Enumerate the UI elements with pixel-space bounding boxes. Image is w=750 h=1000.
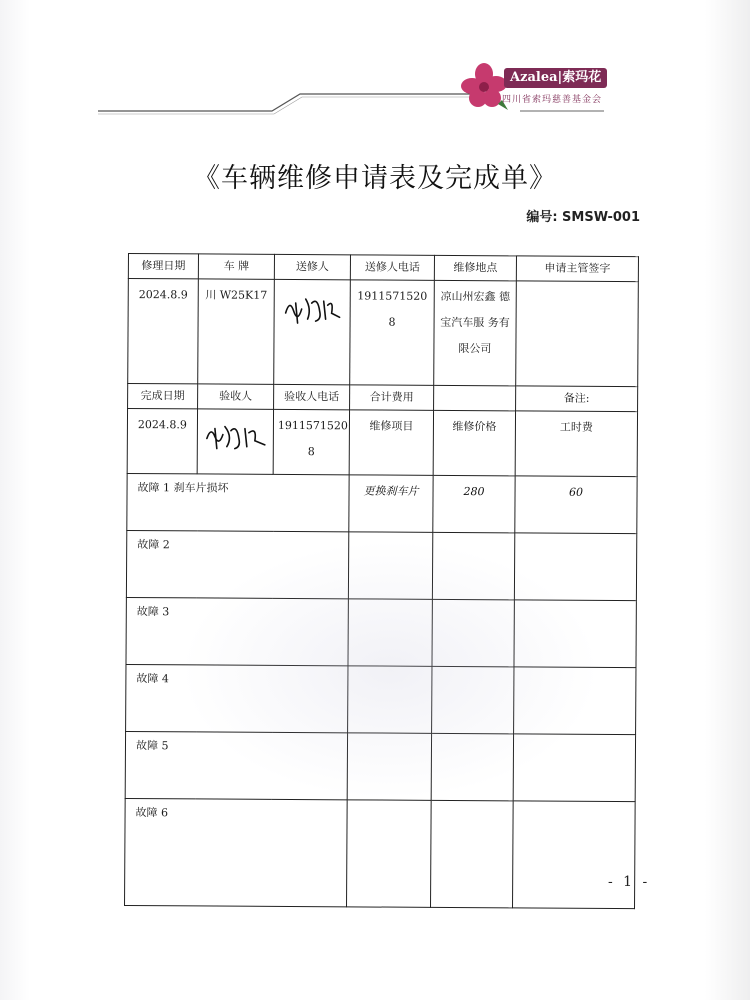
repair-date: 2024.8.9 [128,279,199,384]
fault-repair-item: 更换刹车片 [349,475,433,533]
handwritten-signature [202,418,268,454]
fault-repair-item [348,599,432,667]
header-remarks: 备注: [516,386,638,412]
plate-number: 川 W25K17 [198,279,275,384]
fault-row [125,798,636,908]
header-complete-date: 完成日期 [128,384,198,409]
repair-form-table [124,253,639,909]
data-row-mid [127,409,637,477]
fault-repair-item [347,800,432,908]
handwritten-signature [281,289,343,329]
header-row-mid [128,384,638,412]
fault-row [126,664,636,734]
fault-labor-fee [514,600,636,668]
fault-label: 故障 6 [125,798,348,906]
header-location: 维修地点 [434,255,516,281]
fault-labor-fee [514,667,636,735]
fault-labor-fee: 60 [515,476,637,534]
header-repair-date: 修理日期 [128,254,198,279]
fault-repair-item [348,666,432,734]
fault-repair-price [432,599,514,666]
fault-labor-fee [513,734,635,802]
fault-repair-price: 280 [433,475,515,532]
inspector-signature-cell [197,409,273,474]
foundation-logo [458,60,628,116]
fault-repair-item [347,733,431,801]
header-inspector-phone: 验收人电话 [274,384,350,409]
sender-signature-cell [274,279,351,384]
total-cost-value [434,385,516,411]
page-number: - 1 - [608,874,651,890]
sender-phone: 1911571520 8 [350,280,435,386]
data-row-top [128,279,639,387]
header-sender-phone: 送修人电话 [350,255,434,281]
fault-label: 故障 1 刹车片损坏 [127,473,349,531]
fault-repair-price [431,800,514,907]
labor-fee-label: 工时费 [515,411,637,477]
fault-label: 故障 2 [126,530,348,598]
repair-price-label: 维修价格 [433,410,515,475]
header-sender: 送修人 [274,254,350,279]
header-plate: 车 牌 [198,254,274,279]
repair-item-label: 维修项目 [349,410,433,476]
document-title: 《车辆维修申请表及完成单》 [193,163,557,194]
header-supervisor-signature: 申请主管签字 [516,256,638,282]
fault-label: 故障 5 [125,731,347,799]
header-row-top [128,254,638,282]
fault-labor-fee [514,533,636,601]
fault-row [126,597,636,667]
repair-location: 凉山州宏鑫 德宝汽车服 务有限公司 [434,280,517,385]
fault-label: 故障 4 [126,664,348,732]
logo-subtitle: 四川省索玛慈善基金会 [502,95,603,105]
fault-row [125,731,635,801]
fault-repair-price [432,532,514,599]
fault-row [127,473,637,533]
header-decorative-line [0,0,750,140]
fault-repair-price [431,733,513,800]
supervisor-signature [516,281,639,387]
fault-repair-item [348,532,432,600]
fault-row [126,530,636,600]
fault-label: 故障 3 [126,597,348,665]
document-number: 编号: SMSW-001 [526,210,640,225]
header-inspector: 验收人 [198,384,274,409]
inspector-phone: 1911571520 8 [273,409,349,474]
logo-brand-text: Azalea|索玛花 [504,68,607,88]
header-total-cost: 合计费用 [350,385,434,411]
fault-repair-price [432,666,514,733]
complete-date: 2024.8.9 [127,409,197,474]
fault-labor-fee [513,801,636,909]
